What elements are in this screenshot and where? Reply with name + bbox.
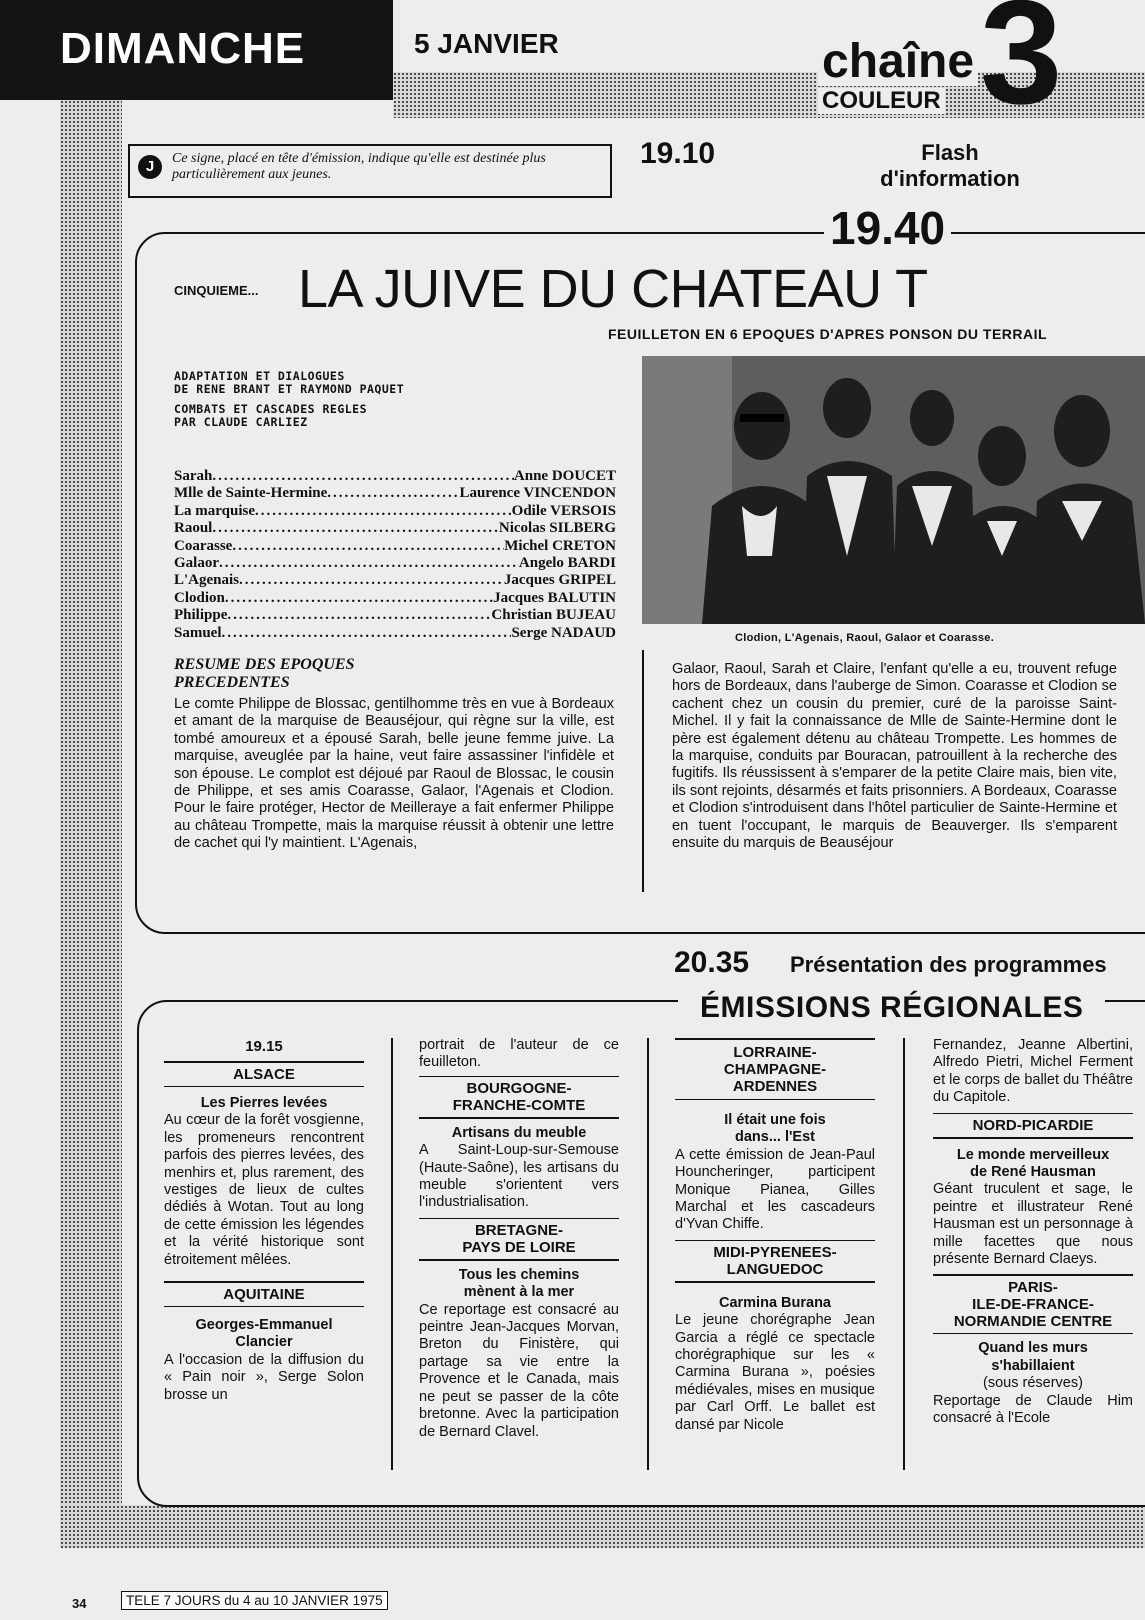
program-title-line: dans... l'Est bbox=[735, 1129, 815, 1146]
region-line: CHAMPAGNE- bbox=[723, 1060, 827, 1078]
left-pattern-band bbox=[60, 100, 122, 1545]
region-line: BRETAGNE- bbox=[474, 1222, 564, 1240]
cast-actor: Anne DOUCET bbox=[513, 468, 616, 484]
cast-role: Mlle de Sainte-Hermine bbox=[174, 485, 328, 502]
rule bbox=[933, 1333, 1133, 1335]
credits-line: DE RENE BRANT ET RAYMOND PAQUET bbox=[174, 382, 405, 396]
column-divider bbox=[903, 1038, 905, 1470]
rule bbox=[933, 1274, 1133, 1276]
cast-row bbox=[174, 555, 616, 572]
program-title-line: Clancier bbox=[235, 1334, 293, 1351]
program-text: Reportage de Claude Him consacré à l'Ecole bbox=[933, 1392, 1133, 1427]
region-nord-picardie: NORD-PICARDIE bbox=[972, 1117, 1094, 1135]
flash-time: 19.10 bbox=[640, 137, 716, 170]
program-text: Ce reportage est consacré au peintre Jean-Jacques Morvan, Breton du Finistère, qui partage sa vie entre la Provence et le Canada, mais ne peut se passer de la côte bretonne. Avec la participation de Bernard Clavel. bbox=[419, 1301, 619, 1440]
credits-line: ADAPTATION ET DIALOGUES bbox=[174, 369, 345, 383]
program-text: A Saint-Loup-sur-Semouse (Haute-Saône), les artisans du meuble s'orientent vers l'industrialisation. bbox=[419, 1142, 619, 1211]
cast-leader-dots bbox=[219, 555, 519, 572]
cast-row bbox=[174, 572, 616, 589]
resume-heading-line2: PRECEDENTES bbox=[174, 674, 290, 691]
program-title bbox=[933, 1340, 1133, 1392]
cast-role: Samuel bbox=[174, 624, 222, 641]
presentation-title: Présentation des programmes bbox=[790, 952, 1107, 977]
resume-text-left: Le comte Philippe de Blossac, gentilhomme très en vue à Bordeaux et amant de la marquise de Beauséjour, qui règne sur la ville, est tombé amoureux et a épousé Sarah, belle jeune femme juive. La marquise, aveuglée par la haine, veut faire assassiner l'infidèle et son épouse. Le complot est déjoué par Raoul de Blossac, le cousin de Philippe, et ses amis Coarasse, Galaor, l'Agenais et Clodion. Pour le faire protéger, Hector de Meilleraye a fait enfermer Philippe au château Trompette, mais la marquise réussit à obtenir une lettre de cachet qui l'y maintient. L'Agenais, bbox=[174, 696, 614, 852]
region-line: PARIS- bbox=[1008, 1278, 1058, 1296]
channel-word: chaîne bbox=[818, 38, 978, 86]
cast-actor: Odile VERSOIS bbox=[511, 502, 616, 519]
program-text: portrait de l'auteur de ce feuilleton. bbox=[419, 1037, 619, 1071]
cast-actor: Laurence VINCENDON bbox=[459, 485, 616, 502]
region-line: MIDI-PYRENEES- bbox=[713, 1244, 837, 1262]
rule bbox=[933, 1137, 1133, 1139]
region-bretagne bbox=[419, 1222, 619, 1256]
region-lorraine bbox=[675, 1044, 875, 1095]
presentation-time: 20.35 bbox=[674, 946, 750, 979]
show-title: LA JUIVE DU CHATEAU T bbox=[298, 259, 928, 319]
region-bourgogne bbox=[419, 1080, 619, 1114]
cast-role: Sarah bbox=[174, 468, 213, 484]
program-title-line: Quand les murs bbox=[978, 1340, 1088, 1357]
photo-caption: Clodion, L'Agenais, Raoul, Galaor et Coarasse. bbox=[735, 632, 995, 644]
cast-role: Galaor bbox=[174, 555, 219, 572]
region-midi-pyrenees bbox=[675, 1244, 875, 1278]
program-text: Le jeune chorégraphe Jean Garcia a réglé ce spectacle chorégraphique sur les « Carmina Burana », poésies médiévales, mises en musique par Carl Orff. Le ballet est dansé par Nicole bbox=[675, 1312, 875, 1433]
feature-time: 19.40 bbox=[824, 200, 951, 256]
program-title bbox=[164, 1317, 364, 1352]
cast-actor: Angelo BARDI bbox=[518, 555, 616, 572]
resume-heading-line1: RESUME DES EPOQUES bbox=[174, 656, 355, 673]
program-title-note: (sous réserves) bbox=[983, 1375, 1083, 1392]
rule bbox=[675, 1038, 875, 1040]
cast-row bbox=[174, 590, 616, 607]
rule bbox=[933, 1113, 1133, 1115]
column-divider bbox=[391, 1038, 393, 1470]
rule bbox=[419, 1259, 619, 1261]
region-aquitaine: AQUITAINE bbox=[223, 1285, 305, 1303]
flash-title bbox=[880, 140, 1020, 192]
regional-column-4 bbox=[933, 1037, 1133, 1428]
program-title-line: de René Hausman bbox=[970, 1164, 1096, 1181]
regional-heading: ÉMISSIONS RÉGIONALES bbox=[678, 988, 1105, 1028]
cast-role: Clodion bbox=[174, 589, 225, 606]
region-line: LORRAINE- bbox=[733, 1043, 817, 1061]
regional-column-3 bbox=[675, 1038, 875, 1434]
cast-role: Raoul bbox=[174, 520, 213, 537]
flash-title-line1: Flash bbox=[921, 140, 979, 165]
column-divider bbox=[647, 1038, 649, 1470]
credits-adaptation bbox=[174, 370, 404, 396]
cast-row bbox=[174, 538, 616, 555]
cast-actor: Jacques GRIPEL bbox=[503, 572, 616, 589]
cast-row bbox=[174, 625, 616, 642]
cast-leader-dots bbox=[232, 538, 504, 555]
magazine-credit: TELE 7 JOURS du 4 au 10 JANVIER 1975 bbox=[121, 1591, 388, 1610]
program-text: A cette émission de Jean-Paul Houncheringer, participent Monique Pianea, Gilles Marchal et les cascadeurs d'Yvan Chiffe. bbox=[675, 1146, 875, 1233]
cast-actor: Christian BUJEAU bbox=[491, 607, 616, 624]
cast-row bbox=[174, 485, 616, 502]
channel-number: 3 bbox=[980, 0, 1063, 135]
cast-leader-dots bbox=[212, 468, 514, 485]
bottom-pattern-band bbox=[60, 1505, 1145, 1548]
cast-leader-dots bbox=[225, 590, 493, 607]
cast-role: Philippe bbox=[174, 607, 228, 624]
cast-actor: Michel CRETON bbox=[504, 537, 616, 554]
cast-row bbox=[174, 607, 616, 624]
rule bbox=[164, 1306, 364, 1308]
rule bbox=[164, 1281, 364, 1283]
region-line: LANGUEDOC bbox=[726, 1261, 824, 1279]
date-label: 5 JANVIER bbox=[414, 28, 559, 59]
region-alsace: ALSACE bbox=[233, 1065, 295, 1083]
cast-leader-dots bbox=[255, 503, 512, 520]
resume-text-right: Galaor, Raoul, Sarah et Claire, l'enfant qu'elle a eu, trouvent refuge hors de Bordeaux, dans l'auberge de Simon. Coarasse et Clodion se cachent chez un cousin du premier, curé de la paroisse Saint-Michel. Il y fait la connaissance de Mlle de Sainte-Hermine dont le père est également détenu au château Trompette. Les hommes de la marquise, conduits par Bouracan, patrouillent à la recherche des fugitifs. Ils réussissent à s'emparer de la petite Claire mais, bien vite, ils sont rejoints, désarmés et faits prisonniers. A Bordeaux, Coarasse et Clodion s'introduisent dans l'hôtel particulier de Sainte-Hermine et en tuent l'occupant, le marquis de Beauverger. Ils s'emparent ensuite du marquis de Beauséjour bbox=[672, 661, 1117, 852]
region-line: ILE-DE-FRANCE- bbox=[972, 1295, 1094, 1313]
cast-row bbox=[174, 520, 616, 537]
episode-label: CINQUIEME... bbox=[174, 283, 259, 298]
cast-leader-dots bbox=[239, 572, 504, 589]
rule bbox=[675, 1281, 875, 1283]
cast-leader-dots bbox=[227, 607, 491, 624]
credits-stunts bbox=[174, 403, 367, 429]
show-subtitle: FEUILLETON EN 6 EPOQUES D'APRES PONSON DU TERRAIL bbox=[608, 326, 1048, 342]
program-title bbox=[933, 1147, 1133, 1182]
youth-notice-text: Ce signe, placé en tête d'émission, indique qu'elle est destinée plus particulièrement aux jeunes. bbox=[172, 151, 546, 182]
rule bbox=[164, 1061, 364, 1063]
regional-column-1 bbox=[164, 1038, 364, 1404]
program-title-line: Georges-Emmanuel bbox=[195, 1317, 333, 1334]
cast-leader-dots bbox=[212, 520, 499, 537]
program-title bbox=[675, 1112, 875, 1147]
program-title bbox=[419, 1267, 619, 1302]
credits-line: PAR CLAUDE CARLIEZ bbox=[174, 415, 308, 429]
program-title-line: Tous les chemins bbox=[458, 1266, 580, 1283]
cast-actor: Serge NADAUD bbox=[511, 624, 616, 641]
program-title: Carmina Burana bbox=[718, 1294, 831, 1311]
cast-list bbox=[174, 468, 616, 642]
region-line: ARDENNES bbox=[732, 1077, 818, 1095]
rule bbox=[419, 1218, 619, 1220]
page-number: 34 bbox=[72, 1596, 87, 1611]
region-line: PAYS DE LOIRE bbox=[462, 1239, 576, 1257]
channel-subtitle: COULEUR bbox=[818, 88, 945, 114]
column-divider bbox=[642, 650, 644, 892]
cast-photo-illustration bbox=[642, 356, 1145, 624]
flash-title-line2: d'information bbox=[880, 166, 1020, 191]
program-text: Géant truculent et sage, le peintre et illustrateur René Hausman est un personnage à mille facettes que nous présente Bernard Claeys. bbox=[933, 1181, 1133, 1268]
program-title: Les Pierres levées bbox=[200, 1095, 328, 1111]
cast-leader-dots bbox=[327, 485, 459, 502]
day-label: DIMANCHE bbox=[60, 24, 306, 73]
program-title-line: mènent à la mer bbox=[463, 1284, 575, 1301]
program-title-line: s'habillaient bbox=[991, 1357, 1075, 1374]
rule bbox=[675, 1240, 875, 1242]
rule bbox=[419, 1117, 619, 1119]
regional-time: 19.15 bbox=[245, 1038, 283, 1055]
rule bbox=[675, 1099, 875, 1101]
cast-actor: Jacques BALUTIN bbox=[493, 589, 616, 606]
rule bbox=[164, 1086, 364, 1088]
program-text: A l'occasion de la diffusion du « Pain noir », Serge Solon brosse un bbox=[164, 1351, 364, 1403]
cast-role: Coarasse bbox=[174, 537, 233, 554]
cast-row bbox=[174, 468, 616, 485]
youth-badge-icon: J bbox=[138, 155, 162, 179]
region-line: BOURGOGNE- bbox=[466, 1080, 572, 1098]
rule bbox=[419, 1076, 619, 1078]
cast-actor: Nicolas SILBERG bbox=[498, 520, 616, 537]
resume-heading bbox=[174, 656, 355, 692]
cast-role: La marquise bbox=[174, 502, 255, 519]
region-line: FRANCHE-COMTE bbox=[452, 1097, 586, 1115]
region-line: NORMANDIE CENTRE bbox=[953, 1312, 1113, 1330]
program-text: Au cœur de la forêt vosgienne, les promeneurs rencontrent parfois des pierres levées, des menhirs et, plus rarement, des vestiges de lieux de cultes dédiés à Wotan. Tout au long de cette émission les légendes et la vérité historique sont étroitement mêlées. bbox=[164, 1112, 364, 1268]
cast-leader-dots bbox=[222, 625, 512, 642]
cast-role: L'Agenais bbox=[174, 572, 240, 589]
regional-column-2 bbox=[419, 1037, 619, 1441]
program-title-line: Le monde merveilleux bbox=[956, 1146, 1110, 1163]
credits-line: COMBATS ET CASCADES REGLES bbox=[174, 402, 368, 416]
cast-photo bbox=[642, 356, 1145, 624]
program-title: Artisans du meuble bbox=[451, 1124, 587, 1141]
cast-row bbox=[174, 503, 616, 520]
program-title-line: Il était une fois bbox=[724, 1112, 826, 1128]
program-text: Fernandez, Jeanne Albertini, Alfredo Pietri, Michel Ferment et le corps de ballet du Théâtre du Capitole. bbox=[933, 1037, 1133, 1106]
region-paris bbox=[933, 1279, 1133, 1330]
